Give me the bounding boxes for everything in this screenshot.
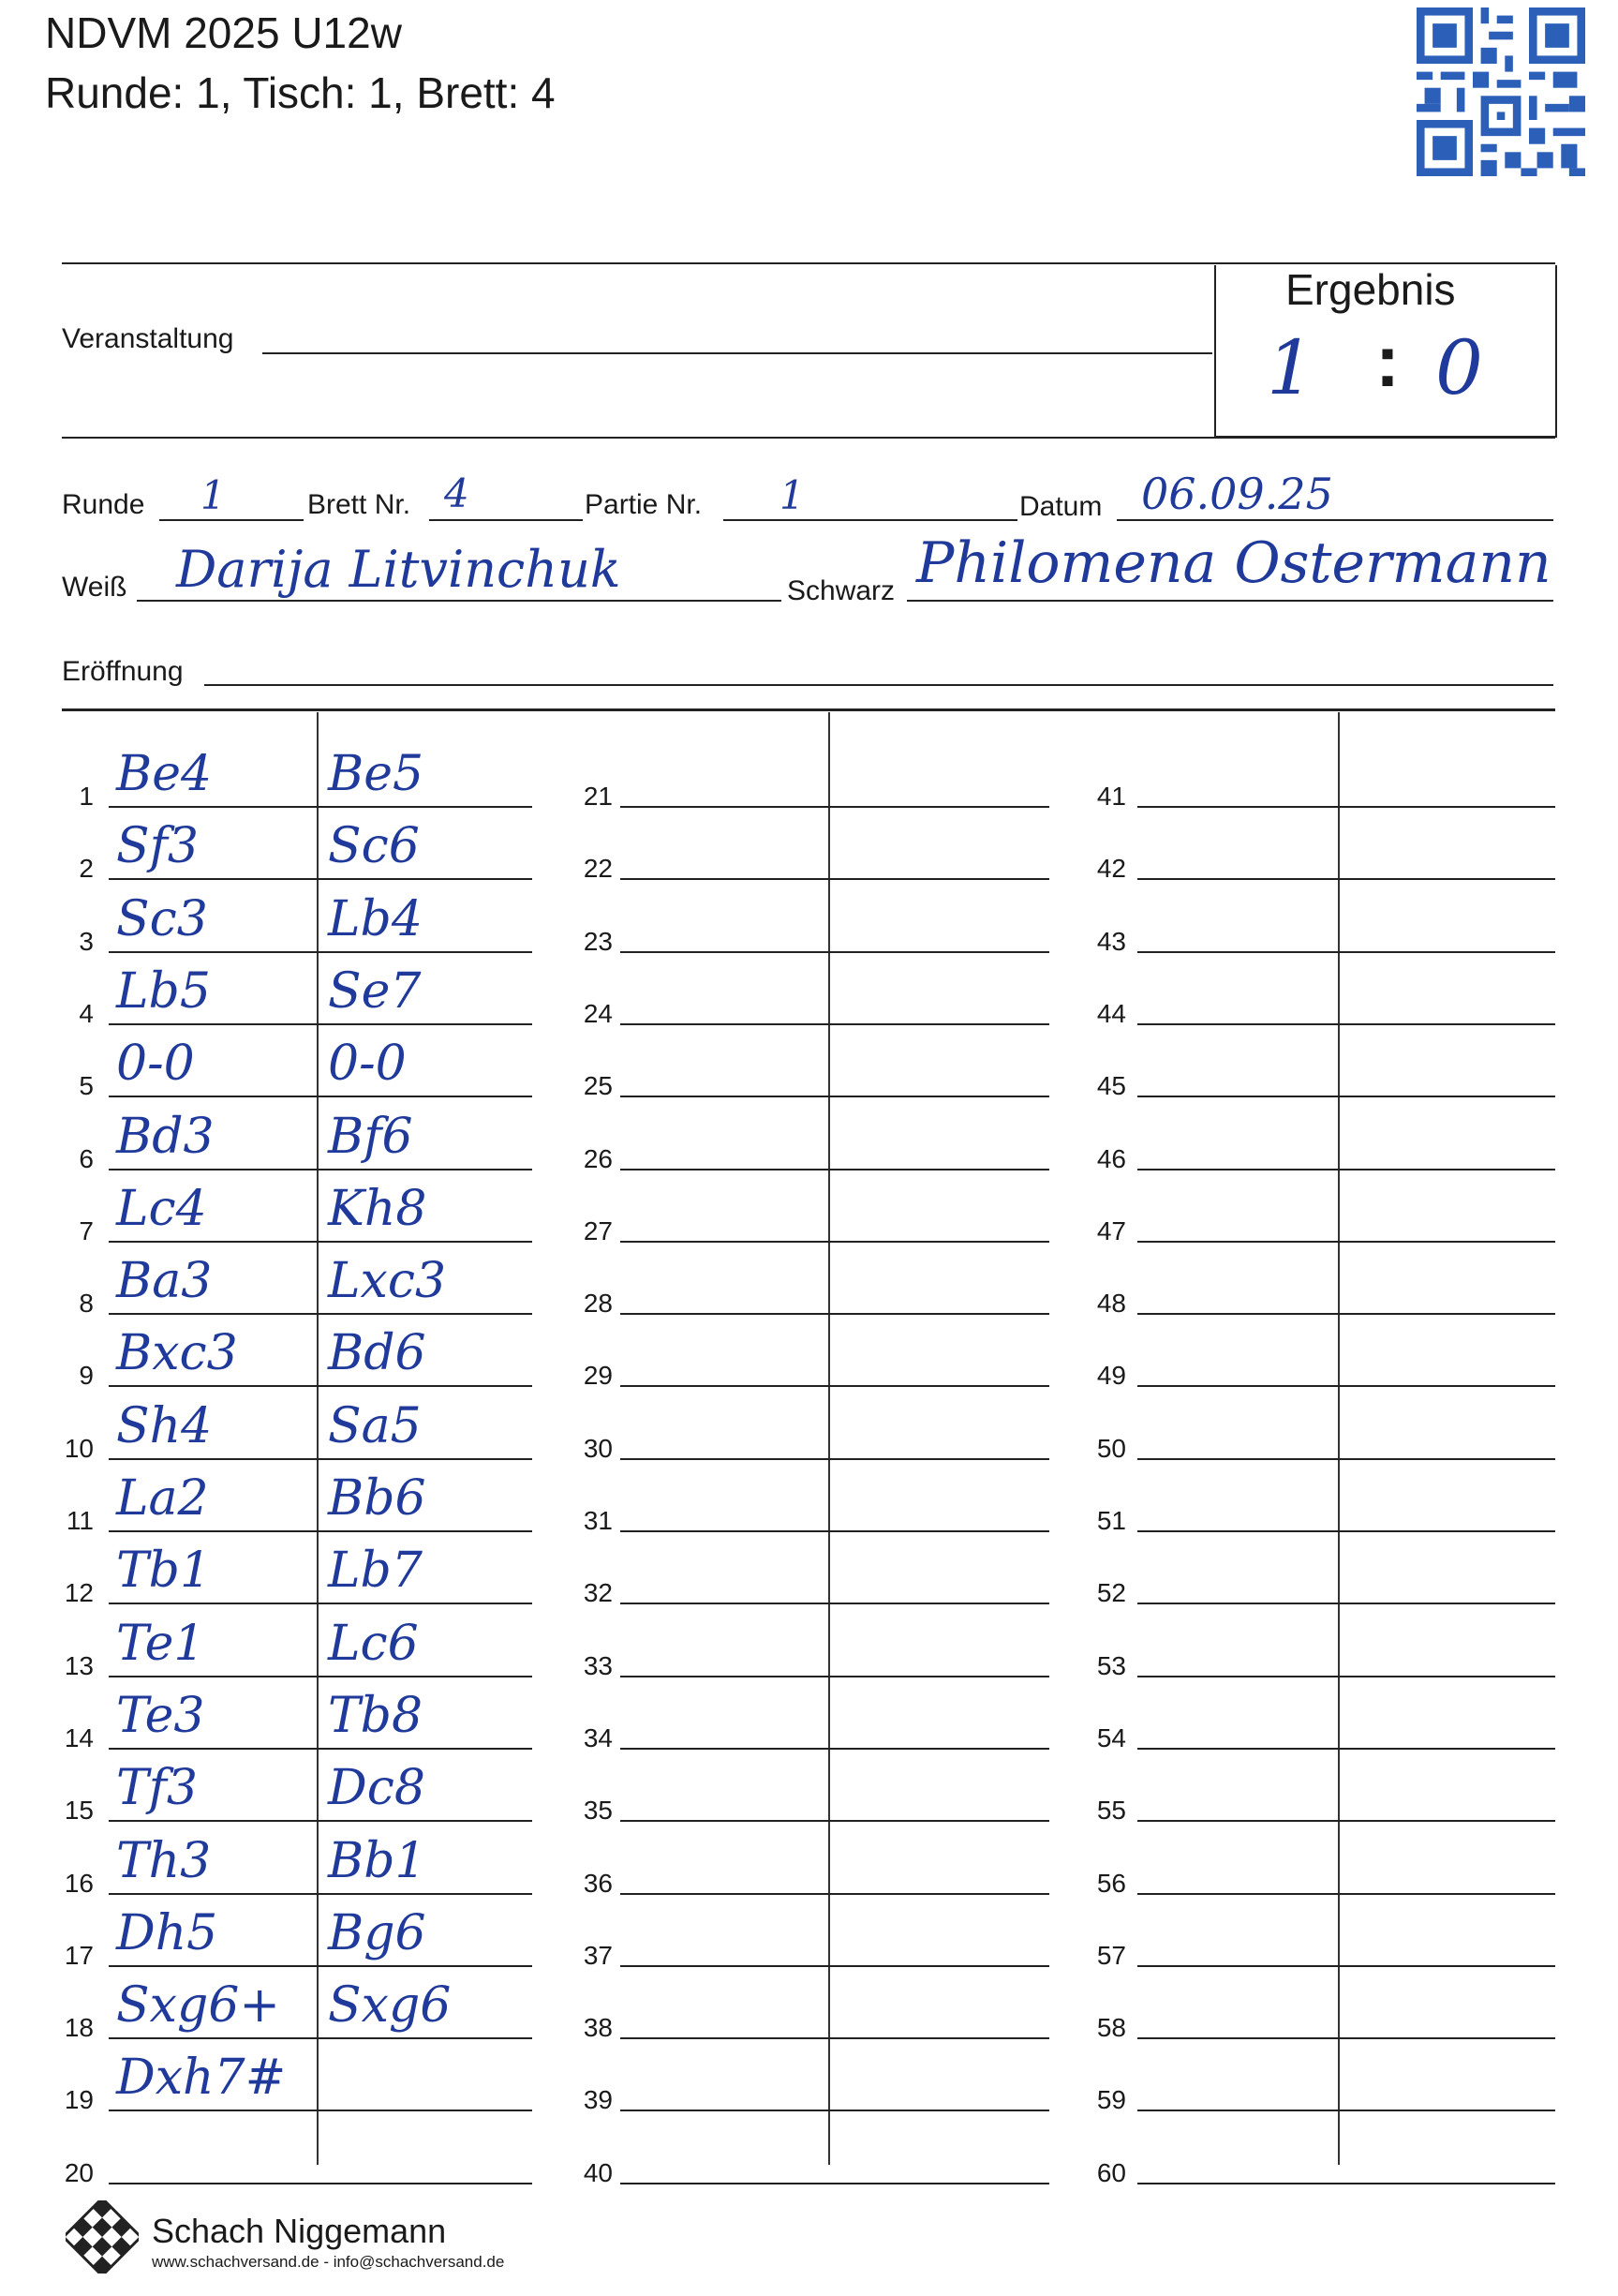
col2-divider [828,712,830,2165]
move-number: 49 [1096,1361,1126,1391]
move-number: 45 [1096,1071,1126,1101]
move-line[interactable] [1137,951,1555,953]
move-line[interactable] [620,951,1049,953]
move-line[interactable] [1137,1748,1555,1750]
white-label: Weiß [62,572,127,603]
white-move[interactable]: La2 [116,1470,209,1527]
event-subtitle: Runde: 1, Tisch: 1, Brett: 4 [45,68,556,117]
black-move[interactable]: Dc8 [328,1760,425,1817]
move-line[interactable] [1137,1023,1555,1025]
black-move[interactable]: Bd6 [328,1325,426,1382]
move-line[interactable] [620,878,1049,880]
move-line[interactable] [620,1385,1049,1387]
move-line[interactable] [620,1893,1049,1895]
move-number: 27 [583,1215,613,1245]
move-line[interactable] [620,2183,1049,2184]
move-number: 42 [1096,854,1126,884]
opening-field[interactable] [204,656,1553,686]
white-move[interactable]: Dxh7# [116,2050,287,2107]
move-line [109,878,532,880]
move-line [109,806,532,808]
move-line[interactable] [1137,1096,1555,1097]
move-line[interactable] [620,1676,1049,1677]
move-number: 5 [79,1071,94,1101]
move-number: 7 [79,1215,94,1245]
move-line [109,1530,532,1532]
move-line[interactable] [1137,1820,1555,1822]
white-move[interactable]: Sc3 [116,890,208,947]
move-line[interactable] [1137,878,1555,880]
game-field[interactable] [723,478,1017,521]
move-line [109,1965,532,1967]
move-number: 13 [64,1650,94,1680]
move-line[interactable] [1137,1530,1555,1532]
move-line[interactable] [1137,1676,1555,1677]
move-line[interactable] [620,1023,1049,1025]
move-line[interactable] [620,1603,1049,1604]
move-number: 12 [64,1578,94,1608]
board-label: Brett Nr. [307,489,411,520]
white-move[interactable]: Sh4 [116,1397,213,1454]
move-line [109,1023,532,1025]
move-line [109,1458,532,1460]
move-number: 29 [583,1361,613,1391]
move-line [109,1676,532,1677]
event-title: NDVM 2025 U12w [45,8,402,57]
qr-code-icon [1417,7,1585,176]
move-line [109,1748,532,1750]
move-number: 25 [583,1071,613,1101]
date-label: Datum [1019,491,1103,522]
round-value: 1 [200,472,226,518]
move-number: 47 [1096,1215,1126,1245]
move-number: 40 [583,2157,613,2187]
move-number: 44 [1096,998,1126,1028]
move-line[interactable] [1137,1458,1555,1460]
result-black-score: 0 [1435,324,1483,411]
move-number: 11 [66,1506,94,1535]
white-move[interactable]: Bd3 [116,1108,215,1165]
white-player-name: Darija Litvinchuk [176,540,621,599]
move-number: 6 [79,1143,94,1173]
move-line[interactable] [620,1530,1049,1532]
move-line[interactable] [1137,2037,1555,2039]
moves-top-rule [62,708,1555,711]
move-line[interactable] [1137,1965,1555,1967]
move-number: 1 [79,782,94,811]
black-move[interactable]: Se7 [328,962,422,1020]
move-number: 60 [1096,2157,1126,2187]
white-move[interactable]: Ba3 [116,1253,213,1310]
move-number: 43 [1096,926,1126,956]
move-number: 54 [1096,1722,1126,1752]
col3-divider [1338,712,1340,2165]
board-value: 4 [444,470,469,516]
move-line [109,1893,532,1895]
move-line [109,1096,532,1097]
move-line[interactable] [1137,806,1555,808]
footer-brand: Schach Niggemann [152,2212,447,2250]
move-line [109,1385,532,1387]
move-line [109,2183,532,2184]
black-move[interactable]: Lxc3 [328,1253,447,1310]
result-separator: : [1375,320,1400,402]
move-number: 30 [583,1433,613,1463]
game-label: Partie Nr. [585,489,703,520]
move-line[interactable] [1137,1241,1555,1243]
move-line[interactable] [620,1965,1049,1967]
result-white-score: 1 [1267,324,1314,411]
move-number: 56 [1096,1868,1126,1898]
move-number: 32 [583,1578,613,1608]
white-move[interactable]: Tf3 [116,1760,199,1817]
white-move[interactable]: Tb1 [116,1543,212,1600]
move-number: 46 [1096,1143,1126,1173]
white-move[interactable]: Te1 [116,1615,205,1672]
move-line [109,1313,532,1315]
move-number: 35 [583,1796,613,1826]
move-number: 39 [583,2085,613,2115]
move-number: 53 [1096,1650,1126,1680]
move-number: 34 [583,1722,613,1752]
move-number: 48 [1096,1289,1126,1319]
move-number: 14 [64,1722,94,1752]
move-number: 37 [583,1940,613,1970]
black-move[interactable]: Lb7 [328,1543,423,1600]
move-number: 20 [64,2157,94,2187]
black-move[interactable]: Bf6 [328,1108,413,1165]
game-value: 1 [779,472,805,518]
move-line [109,1820,532,1822]
move-number: 9 [79,1361,94,1391]
move-line[interactable] [1137,1893,1555,1895]
move-number: 15 [64,1796,94,1826]
move-line[interactable] [1137,1603,1555,1604]
move-line[interactable] [1137,1313,1555,1315]
move-number: 16 [64,1868,94,1898]
move-number: 17 [64,1940,94,1970]
move-number: 55 [1096,1796,1126,1826]
move-number: 19 [64,2085,94,2115]
black-move[interactable]: Tb8 [328,1687,423,1744]
move-line [109,2037,532,2039]
opening-label: Eröffnung [62,656,184,687]
move-line[interactable] [620,1241,1049,1243]
move-number: 52 [1096,1578,1126,1608]
black-move[interactable]: Sxg6 [328,1977,452,2035]
move-number: 38 [583,2013,613,2043]
white-move[interactable]: Be4 [116,746,213,802]
move-line [109,2110,532,2111]
move-line[interactable] [1137,2183,1555,2184]
white-move[interactable]: Te3 [116,1687,205,1744]
move-number: 33 [583,1650,613,1680]
move-line [109,951,532,953]
move-line[interactable] [620,1096,1049,1097]
white-move[interactable]: Sxg6+ [116,1977,280,2035]
move-number: 24 [583,998,613,1028]
white-move[interactable]: Dh5 [116,1904,218,1961]
move-line [109,1241,532,1243]
move-line [109,1169,532,1170]
move-line[interactable] [620,1748,1049,1750]
move-number: 41 [1096,782,1126,811]
move-number: 2 [79,854,94,884]
move-number: 22 [583,854,613,884]
round-field[interactable] [159,478,304,521]
move-line[interactable] [620,806,1049,808]
move-line [109,1603,532,1604]
move-number: 31 [583,1506,613,1535]
move-number: 23 [583,926,613,956]
move-line[interactable] [620,2037,1049,2039]
move-number: 10 [64,1433,94,1463]
move-number: 4 [79,998,94,1028]
move-line[interactable] [1137,2110,1555,2111]
move-number: 51 [1096,1506,1126,1535]
white-move[interactable]: Th3 [116,1832,212,1889]
move-line[interactable] [620,1169,1049,1170]
black-move[interactable]: Lb4 [328,890,423,947]
move-number: 59 [1096,2085,1126,2115]
black-move[interactable]: 0-0 [328,1036,407,1093]
white-move[interactable]: Sf3 [116,818,199,875]
move-number: 50 [1096,1433,1126,1463]
white-move[interactable]: Lc4 [116,1180,207,1237]
black-move[interactable]: Kh8 [328,1180,427,1237]
move-line[interactable] [1137,1169,1555,1170]
date-value: 06.09.25 [1141,469,1333,519]
black-move[interactable]: Bg6 [328,1904,426,1961]
white-move[interactable]: 0-0 [116,1036,195,1093]
move-line[interactable] [1137,1385,1555,1387]
move-number: 18 [64,2013,94,2043]
black-move[interactable]: Bb6 [328,1470,426,1527]
black-move[interactable]: Be5 [328,746,424,802]
black-move[interactable]: Bb1 [328,1832,426,1889]
black-move[interactable]: Lc6 [328,1615,419,1672]
black-move[interactable]: Sc6 [328,818,420,875]
round-label: Runde [62,489,145,520]
move-number: 21 [583,782,613,811]
event-label: Veranstaltung [62,323,234,354]
move-line[interactable] [620,1313,1049,1315]
move-number: 8 [79,1289,94,1319]
event-field[interactable] [262,326,1212,354]
white-move[interactable]: Bxc3 [116,1325,238,1382]
black-move[interactable]: Sa5 [328,1397,422,1454]
move-number: 26 [583,1143,613,1173]
move-line[interactable] [620,2110,1049,2111]
move-number: 28 [583,1289,613,1319]
move-number: 58 [1096,2013,1126,2043]
move-number: 3 [79,926,94,956]
white-move[interactable]: Lb5 [116,962,211,1020]
move-number: 57 [1096,1940,1126,1970]
black-player-name: Philomena Ostermann [916,530,1551,596]
footer-contact: www.schachversand.de - info@schachversand.de [152,2253,505,2271]
move-line[interactable] [620,1458,1049,1460]
result-label: Ergebnis [1285,265,1456,314]
move-number: 36 [583,1868,613,1898]
chessboard-logo-icon [66,2200,139,2274]
col1-divider [317,712,319,2165]
move-line[interactable] [620,1820,1049,1822]
black-label: Schwarz [787,575,896,606]
